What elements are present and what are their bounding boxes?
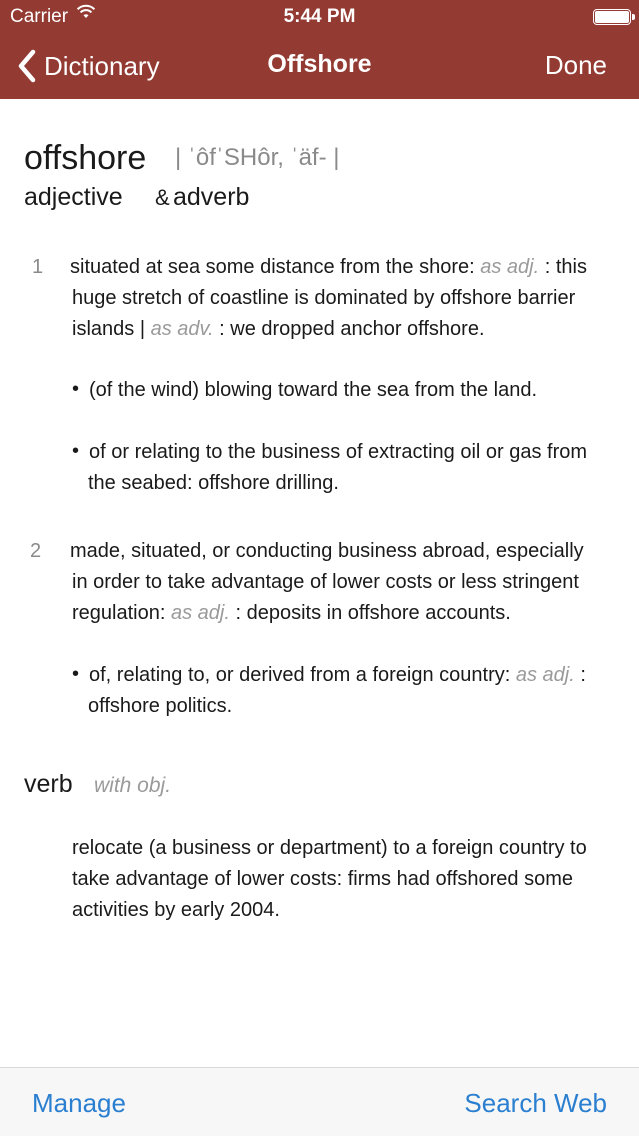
sense-line: huge stretch of coastline is dominated by offshore barrier bbox=[72, 287, 576, 309]
subsense-line: offshore politics. bbox=[88, 695, 233, 717]
page-title: Offshore bbox=[267, 50, 372, 78]
search-web-button[interactable]: Search Web bbox=[464, 1088, 607, 1118]
sense-line: regulation: as adj. : deposits in offshore accounts. bbox=[72, 602, 511, 624]
sense-line: in order to take advantage of lower costs or less stringent bbox=[72, 571, 579, 593]
done-button[interactable]: Done bbox=[544, 50, 607, 80]
battery-icon bbox=[593, 9, 631, 25]
sense-number: 2 bbox=[30, 540, 42, 562]
subsense-line: (of the wind) blowing toward the sea from the land. bbox=[89, 379, 538, 401]
subsense-line: of or relating to the business of extracting oil or gas from bbox=[89, 441, 588, 463]
status-bar bbox=[0, 0, 639, 32]
clock: 5:44 PM bbox=[283, 6, 356, 27]
manage-button[interactable]: Manage bbox=[32, 1088, 126, 1118]
part-of-speech-adverb: adverb bbox=[173, 183, 250, 211]
definition-content bbox=[0, 99, 639, 1067]
subsense-line: of, relating to, or derived from a foreign country: as adj. : bbox=[89, 664, 586, 686]
navigation-bar bbox=[0, 0, 639, 99]
subsense-line: the seabed: offshore drilling. bbox=[88, 472, 339, 494]
part-of-speech-adjective: adjective bbox=[24, 183, 123, 211]
headword: offshore bbox=[24, 139, 147, 177]
sense-number: 1 bbox=[32, 256, 44, 278]
pronunciation: | ˈôfˈSHôr, ˈäf- | bbox=[175, 144, 340, 171]
carrier-label: Carrier bbox=[10, 6, 69, 27]
sense-line: islands | as adv. : we dropped anchor offshore. bbox=[72, 318, 485, 340]
part-of-speech-verb: verb bbox=[24, 770, 73, 798]
sense-line: made, situated, or conducting business abroad, especially bbox=[70, 540, 584, 562]
back-button-label: Dictionary bbox=[44, 50, 160, 81]
verb-sense-line: activities by early 2004. bbox=[72, 899, 280, 921]
verb-note: with obj. bbox=[94, 774, 172, 797]
part-of-speech-ampersand: & bbox=[155, 185, 170, 210]
bullet-icon: • bbox=[72, 440, 80, 462]
verb-sense-line: take advantage of lower costs: firms had offshored some bbox=[72, 868, 574, 890]
verb-sense-line: relocate (a business or department) to a foreign country to bbox=[72, 837, 587, 859]
bullet-icon: • bbox=[72, 663, 80, 685]
bullet-icon: • bbox=[72, 378, 80, 400]
sense-line: situated at sea some distance from the shore: as adj. : this bbox=[70, 256, 587, 278]
bottom-toolbar bbox=[0, 1067, 639, 1136]
